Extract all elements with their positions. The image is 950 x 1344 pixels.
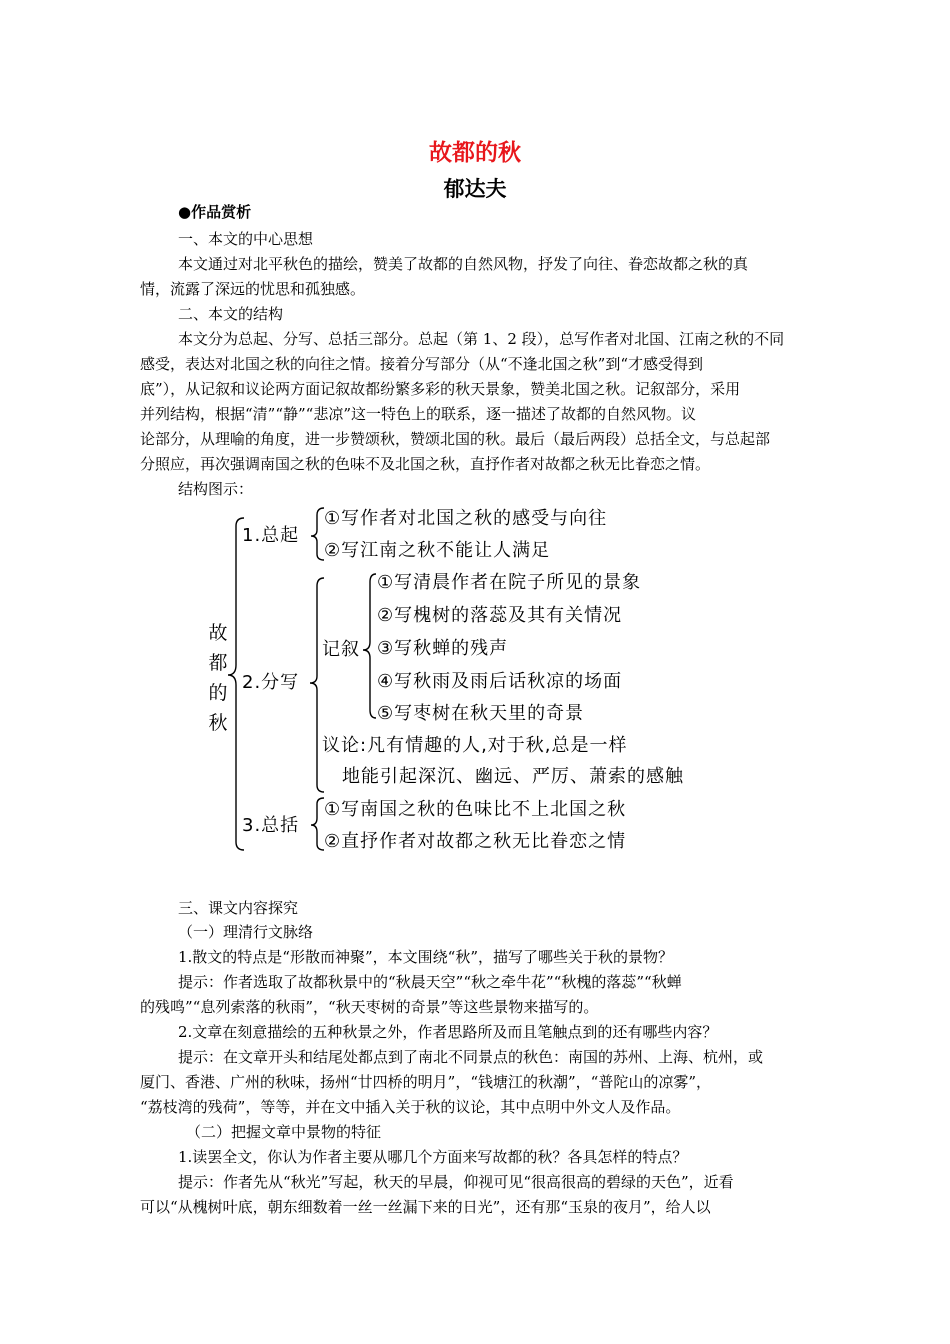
question-1: 1.散文的特点是“形散而神聚”，本文围绕“秋”，描写了哪些关于秋的景物？ — [178, 948, 673, 966]
diagram-label: 结构图示： — [178, 480, 254, 498]
paragraph-1-line: 情，流露了深远的忧思和孤独感。 — [140, 280, 366, 298]
part1-item: ①写作者对北国之秋的感受与向往 — [324, 508, 608, 529]
paragraph-2-line: 并列结构，根据“清”“静”“悲凉”这一特色上的联系，逐一描述了故都的自然风物。议 — [140, 405, 697, 423]
heading-3: 三、课文内容探究 — [178, 899, 299, 917]
answer-2-line: “荔枝湾的残荷”，等等，并在文中插入关于秋的议论，其中点明中外文人及作品。 — [140, 1098, 681, 1116]
narrative-item: ①写清晨作者在院子所见的景象 — [377, 572, 642, 593]
part2-label: 2.分写 — [242, 672, 300, 693]
answer-1-line: 提示：作者选取了故都秋景中的“秋晨天空”“秋之牵牛花”“秋槐的落蕊”“秋蝉 — [178, 973, 682, 991]
question-3: 1.读罢全文，你认为作者主要从哪几个方面来写故都的秋？各具怎样的特点？ — [178, 1148, 688, 1166]
paragraph-2-line: 本文分为总起、分写、总括三部分。总起（第 1、2 段），总写作者对北国、江南之秋的不同 — [178, 330, 785, 348]
root-char: 故 — [208, 622, 228, 644]
heading-1: 一、本文的中心思想 — [178, 230, 314, 248]
narrative-item: ④写秋雨及雨后话秋凉的场面 — [377, 671, 623, 692]
section-heading: ●作品赏析 — [178, 203, 252, 221]
part1-item: ②写江南之秋不能让人满足 — [324, 540, 551, 561]
root-char: 都 — [208, 652, 228, 674]
answer-3-line: 可以“从槐树叶底，朝东细数着一丝一丝漏下来的日光”，还有那“玉泉的夜月”，给人以 — [140, 1198, 711, 1216]
heading-2: 二、本文的结构 — [178, 305, 284, 323]
narrative-item: ⑤写枣树在秋天里的奇景 — [377, 703, 585, 724]
part1-label: 1.总起 — [242, 525, 300, 546]
answer-2-line: 厦门、香港、广州的秋味，扬州“廿四桥的明月”，“钱塘江的秋潮”，“普陀山的凉雾”， — [140, 1073, 712, 1091]
part3-item: ②直抒作者对故都之秋无比眷恋之情 — [324, 831, 627, 852]
paragraph-2-line: 论部分，从理喻的角度，进一步赞颂秋，赞颂北国的秋。最后（最后两段）总括全文，与总起部 — [140, 430, 771, 448]
narrative-item: ②写槐树的落蕊及其有关情况 — [377, 605, 623, 626]
doc-author: 郁达夫 — [443, 177, 507, 201]
paragraph-2-line: 底”），从记叙和议论两方面记叙故都纷繁多彩的秋天景象，赞美北国之秋。记叙部分，采用 — [140, 380, 741, 398]
doc-title: 故都的秋 — [429, 140, 521, 166]
subheading-3-2: （二）把握文章中景物的特征 — [186, 1123, 382, 1141]
answer-3-line: 提示：作者先从“秋光”写起，秋天的早晨，仰视可见“很高很高的碧绿的天色”，近看 — [178, 1173, 734, 1191]
answer-1-line: 的残鸣”“息列索落的秋雨”，“秋天枣树的奇景”等这些景物来描写的。 — [140, 998, 599, 1016]
structure-diagram — [200, 500, 720, 865]
question-2: 2.文章在刻意描绘的五种秋景之外，作者思路所及而且笔触点到的还有哪些内容？ — [178, 1023, 718, 1041]
root-char: 的 — [208, 682, 228, 704]
answer-2-line: 提示：在文章开头和结尾处都点到了南北不同景点的秋色：南国的苏州、上海、杭州，或 — [178, 1048, 764, 1066]
part3-item: ①写南国之秋的色味比不上北国之秋 — [324, 799, 627, 820]
narrative-item: ③写秋蝉的残声 — [377, 638, 509, 659]
subheading-3-1: （一）理清行文脉络 — [178, 923, 314, 941]
narrative-label: 记叙 — [322, 639, 360, 660]
paragraph-1-line: 本文通过对北平秋色的描绘，赞美了故都的自然风物，抒发了向往、眷恋故都之秋的真 — [178, 255, 749, 273]
part3-label: 3.总括 — [242, 815, 300, 836]
discussion-line: 地能引起深沉、幽远、严厉、萧索的感触 — [342, 766, 684, 787]
diagram-root — [206, 618, 230, 738]
root-char: 秋 — [208, 712, 228, 734]
paragraph-2-line: 分照应，再次强调南国之秋的色味不及北国之秋，直抒作者对故都之秋无比眷恋之情。 — [140, 455, 711, 473]
discussion-line: 议论:凡有情趣的人,对于秋,总是一样 — [322, 735, 628, 756]
paragraph-2-line: 感受，表达对北国之秋的向往之情。接着分写部分（从“不逢北国之秋”到“才感受得到 — [140, 355, 704, 373]
